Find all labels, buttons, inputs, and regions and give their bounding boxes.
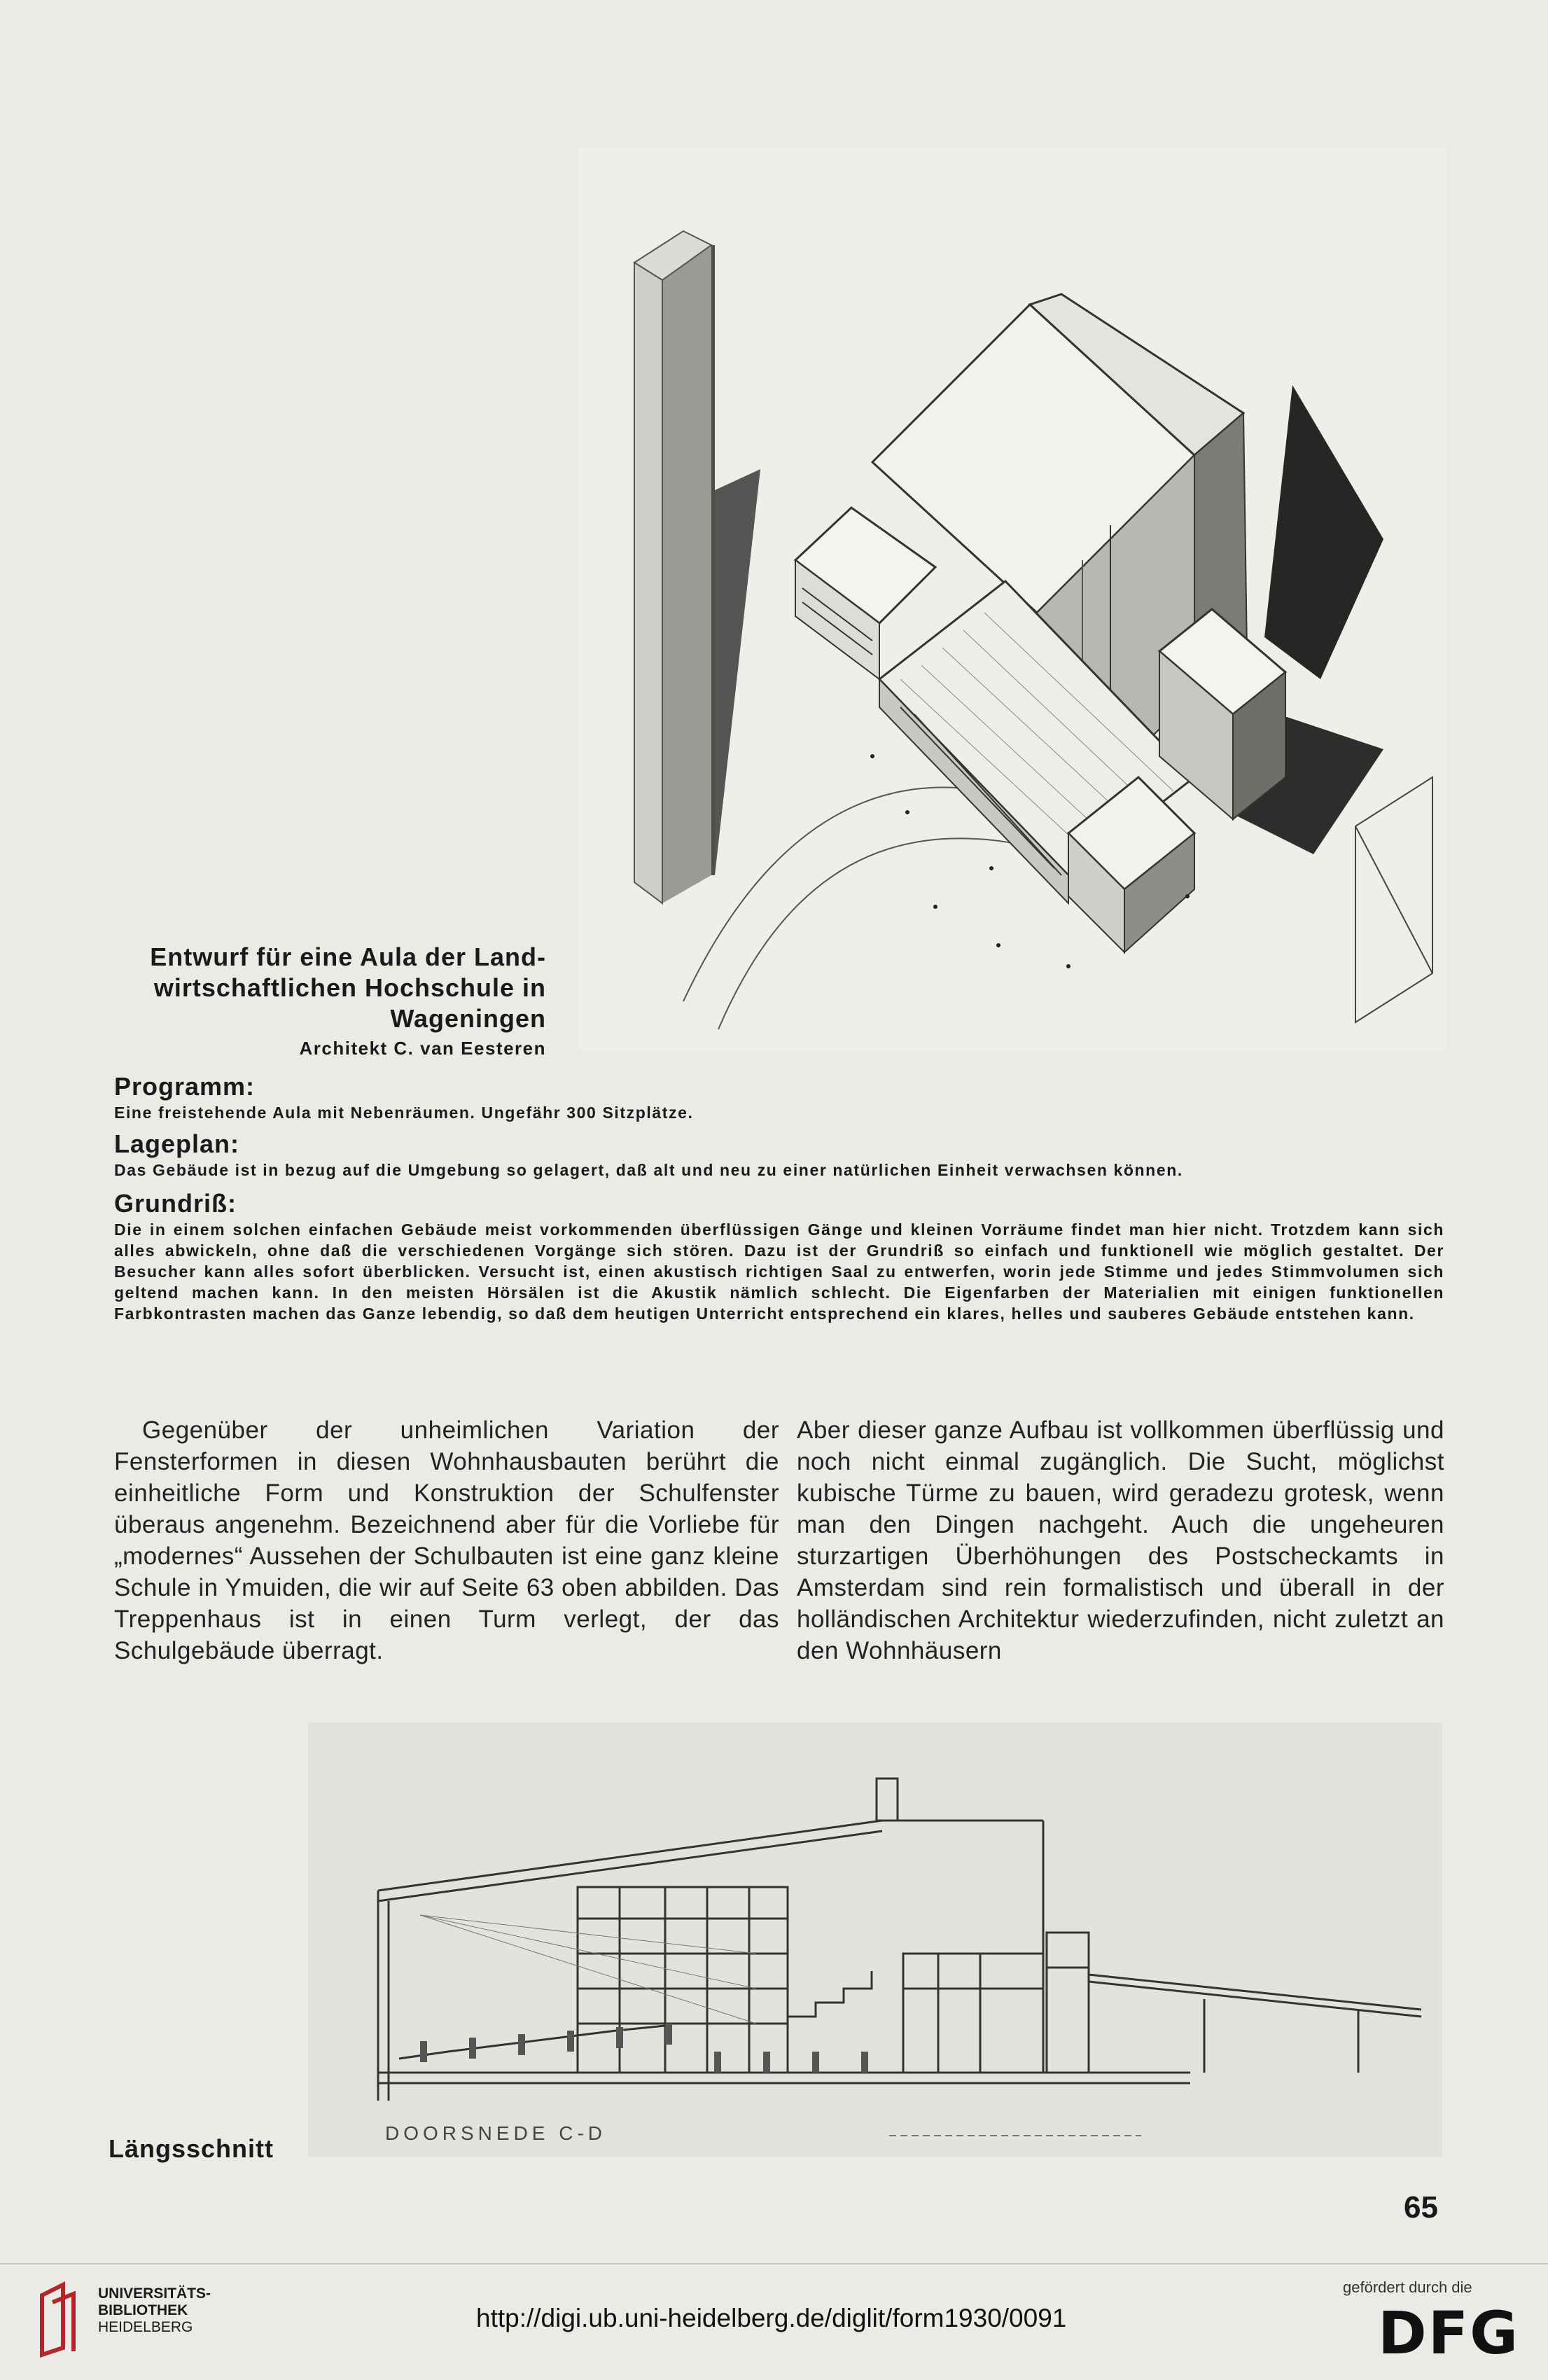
axonometric-site-plan-drawing [578,147,1446,1050]
library-name [98,2285,211,2336]
caption-architect: Architekt C. van Eesteren [299,1038,546,1059]
program-section [114,1071,1444,1123]
program-heading: Programm: [114,1072,256,1101]
library-name-line: BIBLIOTHEK [98,2302,188,2318]
floor-plan-heading: Grundriß: [114,1189,237,1218]
section-drawing-label: DOORSNEDE C-D [385,2122,607,2144]
drawing-caption [105,942,546,1061]
caption-line: wirtschaftlichen Hochschule in [153,973,546,1002]
digital-library-url-link[interactable]: http://digi.ub.uni-heidelberg.de/diglit/form1930/0091 [476,2304,1067,2332]
page-number: 65 [1404,2190,1438,2225]
caption-line: Wageningen [390,1004,546,1033]
floor-plan-text: Die in einem solchen einfachen Gebäude meist vorkommenden überflüssigen Gänge und kleinen Vorräume findet man hier nicht. Trotzdem kann sich alles abwickeln, ohne daß die verschiedenen Vorgänge sich stören. Dazu ist der Grundriß so einfach und funktionell wie möglich gestaltet. Der Besucher kann alles sofort überblicken. Versucht ist, einen akustisch richtigen Saal zu entwerfen, worin jede Stimme und jedes Stimmvolumen sich geltend machen kann. In den meisten Hörsälen ist die Akustik nämlich schlecht. Die Eigenfarben der Materialien mit einigen funktionellen Farbkontrasten machen das Ganze lebendig, so daß dem heutigen Unterricht entsprechend ein klares, helles und sauberes Gebäude entstehen kann. [114,1220,1444,1323]
section-label: Längsschnitt [109,2134,274,2163]
site-plan-text: Das Gebäude ist in bezug auf die Umgebung so gelagert, daß alt und neu zu einer natürlichen Einheit verwachsen können. [114,1161,1183,1179]
site-plan-section [114,1129,1444,1181]
library-name-line: UNIVERSITÄTS- [98,2285,211,2302]
university-library-logo-icon [35,2281,91,2358]
funded-by-label: gefördert durch die [1343,2278,1472,2296]
dfg-logo[interactable]: DFG [1378,2299,1520,2367]
body-text-left-column: Gegenüber der unheimlichen Variation der Fensterformen in diesen Wohnhausbauten berührt die einheitliche Form und Konstruktion der Schulfenster überaus angenehm. Bezeichnend aber für die Vorliebe für „modernes“ Aussehen der Schulbauten ist eine ganz kleine Schule in Ymuiden, die wir auf Seite 63 oben abbilden. Das Treppenhaus ist in einen Turm verlegt, der das Schulgebäude überragt. [114,1417,779,1664]
floor-plan-section [114,1188,1444,1324]
footer-divider [0,2263,1548,2264]
program-text: Eine freistehende Aula mit Nebenräumen. Ungefähr 300 Sitzplätze. [114,1104,694,1122]
site-plan-heading: Lageplan: [114,1129,240,1158]
caption-line: Entwurf für eine Aula der Land- [150,942,546,971]
body-text-right-column: Aber dieser ganze Aufbau ist vollkommen überflüssig und noch nicht einmal zugänglich. Die Sucht, möglichst kubische Türme zu bauen, wird geradezu grotesk, wenn man den Dingen nachgeht. Auch die ungeheuren sturzartigen Überhöhungen des Postscheckamts in Amsterdam sind rein formalistisch und überall in der holländischen Architektur wiederzufinden, nicht zuletzt an den Wohnhäusern [797,1417,1444,1664]
longitudinal-section-drawing [308,1723,1442,2157]
library-name-line: HEIDELBERG [98,2319,193,2335]
library-logo[interactable] [35,2281,245,2358]
